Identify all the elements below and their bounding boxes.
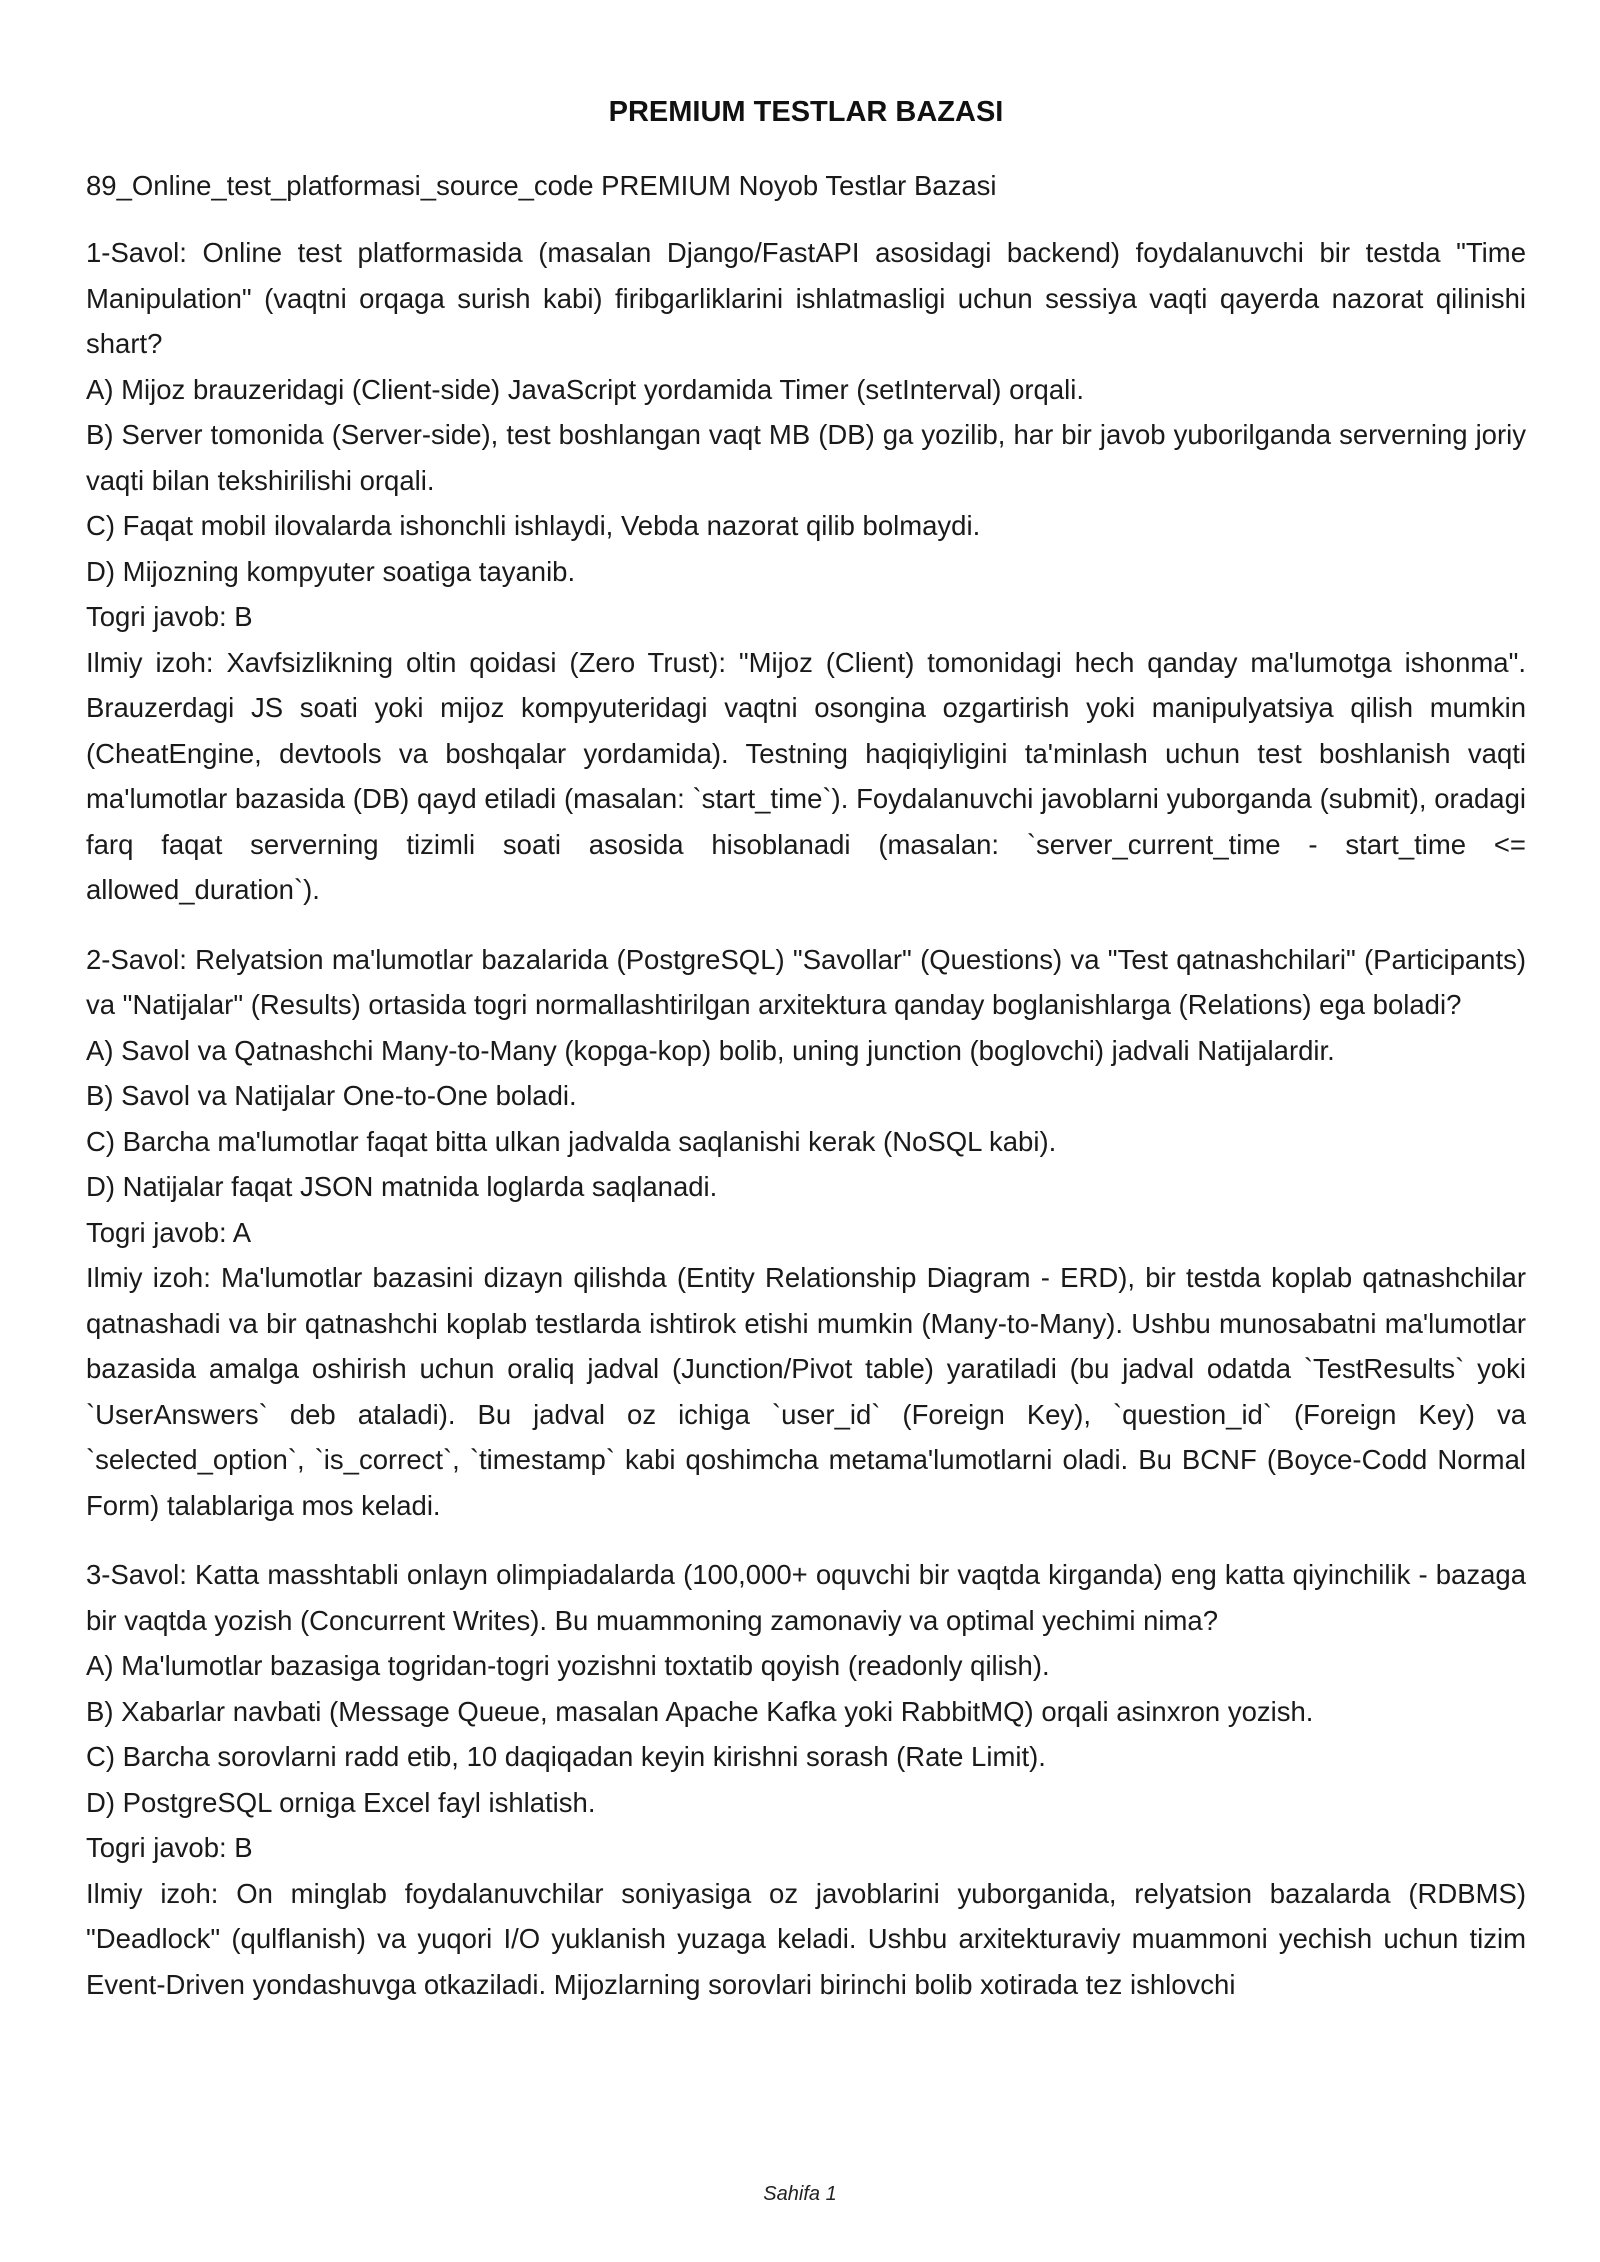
option-b: B) Server tomonida (Server-side), test boshlangan vaqt MB (DB) ga yozilib, har bir javob yuborilganda serverning joriy vaqti bilan tekshirilishi orqali. <box>86 419 1526 496</box>
option-a: A) Ma'lumotlar bazasiga togridan-togri yozishni toxtatib qoyish (readonly qilish). <box>86 1650 1050 1681</box>
option-a: A) Mijoz brauzeridagi (Client-side) JavaScript yordamida Timer (setInterval) orqali. <box>86 373 1084 405</box>
question-block-2 <box>86 937 1526 1529</box>
option-a: A) Savol va Qatnashchi Many-to-Many (kopga-kop) bolib, uning junction (boglovchi) jadvali Natijalardir. <box>86 1034 1335 1066</box>
question-block-3 <box>86 1552 1526 2007</box>
explanation: Ilmiy izoh: On minglab foydalanuvchilar soniyasiga oz javoblarini yuborganida, relyatsion bazalarda (RDBMS) "Deadlock" (qulflanish) va yuqori I/O yuklanish yuzaga keladi. Ushbu arxitekturaviy muammoni yechish uchun tizim Event-Driven yondashuvga otkaziladi. Mijozlarning sorovlari birinchi bolib xotirada tez ishlovchi <box>86 1877 1526 2000</box>
option-d: D) Natijalar faqat JSON matnida loglarda saqlanadi. <box>86 1171 718 1202</box>
question-text: 1-Savol: Online test platformasida (masalan Django/FastAPI asosidagi backend) foydalanuvchi bir testda "Time Manipulation" (vaqtni orqaga surish kabi) firibgarliklarini ishlatmasligi uchun sessiya vaqti qayerda nazorat qilinishi shart? <box>86 237 1526 359</box>
page-number: Sahifa 1 <box>763 2183 837 2205</box>
option-b: B) Savol va Natijalar One-to-One boladi. <box>86 1080 577 1111</box>
option-b: B) Xabarlar navbati (Message Queue, masalan Apache Kafka yoki RabbitMQ) orqali asinxron yozish. <box>86 1695 1314 1727</box>
option-c: C) Barcha sorovlarni radd etib, 10 daqiqadan keyin kirishni sorash (Rate Limit). <box>86 1741 1046 1772</box>
question-block-1 <box>86 230 1526 913</box>
option-d: D) PostgreSQL orniga Excel fayl ishlatish. <box>86 1786 596 1818</box>
option-c: C) Barcha ma'lumotlar faqat bitta ulkan jadvalda saqlanishi kerak (NoSQL kabi). <box>86 1125 1057 1157</box>
option-d: D) Mijozning kompyuter soatiga tayanib. <box>86 555 576 587</box>
explanation: Ilmiy izoh: Xavfsizlikning oltin qoidasi (Zero Trust): "Mijoz (Client) tomonidagi hech qanday ma'lumotga ishonma". Brauzerdagi JS soati yoki mijoz kompyuteridagi vaqtni osongina ozgartirish yoki manipulyatsiya qilish mumkin (CheatEngine, devtools va boshqalar yordamida). Testning haqiqiyligini ta'minlash uchun test boshlanish vaqti ma'lumotlar bazasida (DB) qayd etiladi (masalan: `start_time`). Foydalanuvchi javoblarni yuborganda (submit), oradagi farq faqat serverning tizimli soati asosida hisoblanadi (masalan: `server_current_time - start_time <= allowed_duration`). <box>86 646 1526 905</box>
document-title: PREMIUM TESTLAR BAZASI <box>608 96 1004 128</box>
option-c: C) Faqat mobil ilovalarda ishonchli ishlaydi, Vebda nazorat qilib bolmaydi. <box>86 510 981 541</box>
document-page <box>86 90 1526 2031</box>
question-text: 2-Savol: Relyatsion ma'lumotlar bazalarida (PostgreSQL) "Savollar" (Questions) va "Test qatnashchilari" (Participants) va "Natijalar" (Results) ortasida togri normallashtirilgan arxitektura qanday boglanishlarga (Relations) ega boladi? <box>86 943 1526 1020</box>
correct-answer: Togri javob: B <box>86 601 253 632</box>
correct-answer: Togri javob: A <box>86 1216 252 1248</box>
explanation: Ilmiy izoh: Ma'lumotlar bazasini dizayn qilishda (Entity Relationship Diagram - ERD), bir testda koplab qatnashchilar qatnashadi va bir qatnashchi koplab testlarda ishtirok etishi mumkin (Many-to-Many). Ushbu munosabatni ma'lumotlar bazasida amalga oshirish uchun oraliq jadval (Junction/Pivot table) yaratiladi (bu jadval odatda `TestResults` yoki `UserAnswers` deb ataladi). Bu jadval oz ichiga `user_id` (Foreign Key), `question_id` (Foreign Key) va `selected_option`, `is_correct`, `timestamp` kabi qoshimcha metama'lumotlarni oladi. Bu BCNF (Boyce-Codd Normal Form) talablariga mos keladi. <box>86 1262 1526 1521</box>
correct-answer: Togri javob: B <box>86 1832 253 1863</box>
document-subtitle: 89_Online_test_platformasi_source_code PREMIUM Noyob Testlar Bazasi <box>86 170 997 201</box>
question-text: 3-Savol: Katta masshtabli onlayn olimpiadalarda (100,000+ oquvchi bir vaqtda kirganda) eng katta qiyinchilik - bazaga bir vaqtda yozish (Concurrent Writes). Bu muammoning zamonaviy va optimal yechimi nima? <box>86 1559 1526 1636</box>
